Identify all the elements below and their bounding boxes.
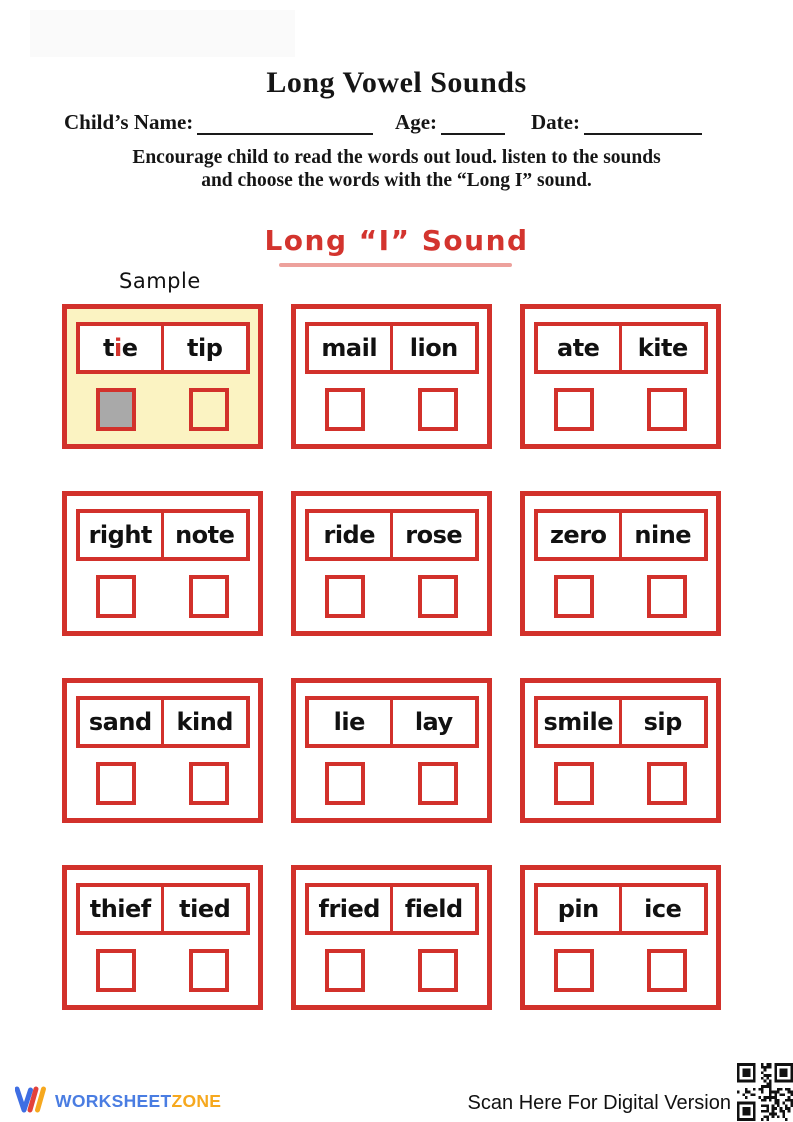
checkbox-row: [525, 949, 716, 992]
word-left: right: [88, 521, 152, 549]
word-right: tip: [161, 326, 246, 370]
word-left: lie: [333, 708, 365, 736]
date-label: Date:: [531, 110, 580, 134]
checkbox-row: [525, 575, 716, 618]
word-left: ride: [323, 521, 376, 549]
checkbox-row: [67, 575, 258, 618]
checkbox-row: [296, 949, 487, 992]
sample-word-card: [62, 304, 263, 449]
choice-checkbox-left[interactable]: [96, 762, 136, 805]
choice-checkbox-left[interactable]: [96, 575, 136, 618]
word-accent-letter: i: [113, 334, 122, 362]
word-right: lion: [390, 326, 475, 370]
choice-checkbox-right[interactable]: [418, 949, 458, 992]
word-left: [80, 326, 162, 370]
brand-text-zone: ZONE: [171, 1091, 222, 1111]
word-right: sip: [619, 700, 704, 744]
scan-artifact-rect: [30, 10, 295, 57]
checkbox-row: [525, 388, 716, 431]
word-card: [291, 865, 492, 1010]
word-pair-box: [76, 883, 250, 935]
word-left: pin: [557, 895, 599, 923]
instructions-line-2: and choose the words with the “Long I” sound.: [201, 170, 592, 192]
choice-checkbox-right[interactable]: [189, 575, 229, 618]
student-info-line: [64, 110, 702, 135]
choice-checkbox-right[interactable]: [418, 575, 458, 618]
word-left: ate: [557, 334, 600, 362]
choice-checkbox-left[interactable]: [325, 949, 365, 992]
checkbox-row: [296, 762, 487, 805]
choice-checkbox-left[interactable]: [554, 575, 594, 618]
word-right: kite: [619, 326, 704, 370]
choice-checkbox-left[interactable]: [554, 949, 594, 992]
instructions: [0, 146, 793, 193]
checkbox-row: [67, 949, 258, 992]
word-pair-box: [305, 322, 479, 374]
word-card: [291, 304, 492, 449]
word-card: [291, 491, 492, 636]
word-pair-box: [534, 322, 708, 374]
word-card: [520, 678, 721, 823]
word-part: e: [121, 334, 138, 362]
section-heading: Long “I” Sound: [264, 224, 529, 257]
word-card: [62, 678, 263, 823]
word-left: smile: [543, 708, 614, 736]
heading-underline: [279, 263, 512, 267]
word-right: ice: [619, 887, 704, 931]
choice-checkbox-left[interactable]: [325, 762, 365, 805]
word-right: lay: [390, 700, 475, 744]
choice-checkbox-left[interactable]: [554, 762, 594, 805]
choice-checkbox-left[interactable]: [325, 575, 365, 618]
age-field[interactable]: [441, 111, 505, 135]
worksheetzone-w-logo-icon: [15, 1084, 49, 1119]
word-right: field: [390, 887, 475, 931]
scan-here-label: Scan Here For Digital Version: [467, 1092, 731, 1114]
word-pair-box: [76, 509, 250, 561]
choice-checkbox-right[interactable]: [189, 762, 229, 805]
checkbox-row: [525, 762, 716, 805]
choice-checkbox-left[interactable]: [325, 388, 365, 431]
word-left: thief: [89, 895, 151, 923]
word-pair-box: [534, 696, 708, 748]
choice-checkbox-right[interactable]: [418, 762, 458, 805]
word-pair-box: [76, 696, 250, 748]
choice-checkbox-left-checked[interactable]: [96, 388, 136, 431]
sample-label: Sample: [119, 269, 201, 293]
worksheetzone-brand: [15, 1084, 221, 1119]
word-card: [520, 865, 721, 1010]
choice-checkbox-right[interactable]: [647, 388, 687, 431]
choice-checkbox-left[interactable]: [96, 949, 136, 992]
word-pair-box: [305, 509, 479, 561]
checkbox-row: [296, 575, 487, 618]
choice-checkbox-right[interactable]: [189, 949, 229, 992]
word-card: [62, 491, 263, 636]
choice-checkbox-right[interactable]: [647, 762, 687, 805]
word-left: sand: [88, 708, 152, 736]
word-left: mail: [321, 334, 378, 362]
word-part: t: [103, 334, 114, 362]
date-field[interactable]: [584, 111, 702, 135]
checkbox-row: [296, 388, 487, 431]
word-card: [291, 678, 492, 823]
qr-code-icon: [737, 1063, 793, 1121]
age-label: Age:: [395, 110, 438, 134]
brand-text-worksheet: WORKSHEET: [55, 1091, 172, 1111]
child-name-label: Child’s Name:: [64, 110, 194, 134]
word-pair-box: [305, 883, 479, 935]
choice-checkbox-right[interactable]: [647, 949, 687, 992]
word-left: zero: [549, 521, 607, 549]
word-pair-box: [534, 509, 708, 561]
word-cards-grid: [62, 304, 721, 1010]
word-card: [520, 491, 721, 636]
choice-checkbox-right[interactable]: [418, 388, 458, 431]
choice-checkbox-right[interactable]: [189, 388, 229, 431]
word-pair-box: [76, 322, 250, 374]
word-right: kind: [161, 700, 246, 744]
brand-wordmark: [55, 1091, 221, 1112]
choice-checkbox-right[interactable]: [647, 575, 687, 618]
word-card: [62, 865, 263, 1010]
word-right: note: [161, 513, 246, 557]
word-pair-box: [534, 883, 708, 935]
word-card: [520, 304, 721, 449]
instructions-line-1: Encourage child to read the words out loud. listen to the sounds: [132, 147, 661, 168]
child-name-field[interactable]: [197, 111, 373, 135]
checkbox-row: [67, 762, 258, 805]
word-right: rose: [390, 513, 475, 557]
page-title: Long Vowel Sounds: [266, 66, 527, 99]
checkbox-row: [67, 388, 258, 431]
word-left: fried: [318, 895, 380, 923]
word-right: nine: [619, 513, 704, 557]
choice-checkbox-left[interactable]: [554, 388, 594, 431]
word-pair-box: [305, 696, 479, 748]
word-right: tied: [161, 887, 246, 931]
